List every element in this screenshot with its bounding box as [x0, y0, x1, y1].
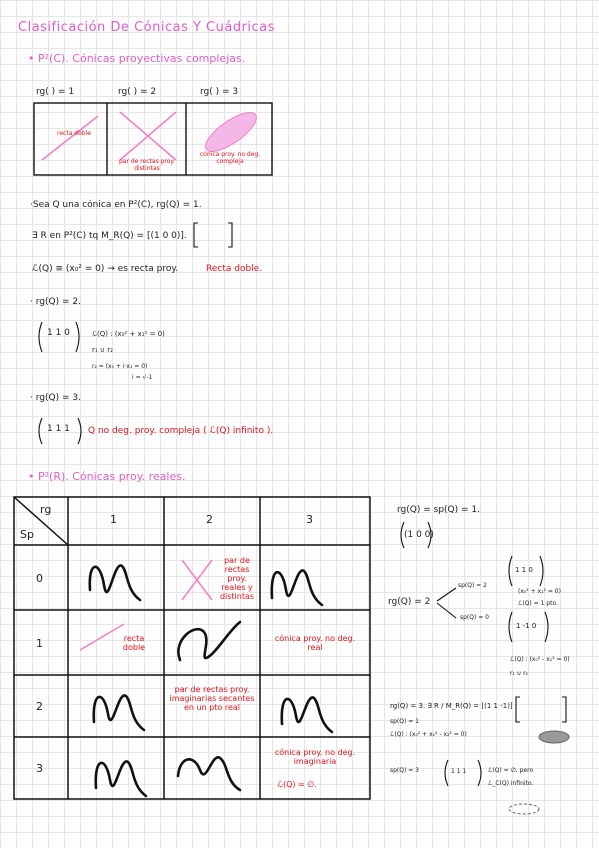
row-header-3: 3 [36, 762, 43, 775]
note1-line7: r₂ = (x₀ + i·x₁ = 0) [92, 363, 148, 370]
section1-heading: • P²(C). Cónicas proyectivas complejas. [28, 52, 246, 65]
cell-0-2-label: par de rectas proy. reales y distintas [219, 556, 255, 601]
note1-line6: r₁ ∪ r₂ [92, 346, 113, 354]
note2-r2-sp0-res: r₁ ∪ r₂ [510, 670, 528, 677]
col-header-1: 1 [110, 513, 117, 526]
note1-line1: ·Sea Q una cónica en P²(C), rg(Q) = 1. [30, 200, 202, 210]
section2-heading: • P²(R). Cónicas proy. reales. [28, 470, 186, 483]
note1-line7b: i = √-1 [132, 374, 153, 381]
note1-line9: Q no deg. proy. compleja ( ℒ(Q) infinito ). [88, 426, 274, 436]
note2-r2-sp2-res: ℒ(Q) = 1 pto. [518, 600, 558, 607]
note2-r2-label: rg(Q) = 2 [388, 597, 431, 607]
note2-r2-sp2: sp(Q) = 2 [458, 582, 487, 589]
right-notes-drawings [401, 522, 566, 786]
cell-1-3-label: cónica proy. no deg. real [274, 634, 356, 652]
cell-1-1-label: recta doble [122, 634, 146, 652]
note2-r1-matrix: (1 0 0) [404, 530, 434, 540]
note2-r2-sp0-eq: ℒ(Q) : (x₀² - x₁² = 0) [510, 656, 570, 663]
pair-lines-drawing [120, 112, 176, 160]
note2-r4a: sp(Q) = 3 [390, 767, 419, 774]
col-header-2: 2 [206, 513, 213, 526]
row-header-0: 0 [36, 572, 43, 585]
matrix-sp0: 1 -1 0 [516, 622, 537, 630]
cell-2-2-label: par de rectas proy. imaginarias secantes en un pto real [169, 685, 255, 712]
cell3-label: cónica proy. no deg. compleja [199, 151, 261, 165]
matrix-rank3: 1 1 1 [47, 424, 70, 434]
cell-3-3b-label: ℒ(Q) = ∅. [277, 780, 317, 789]
note2-r3c: ℒ(Q) : (x₀² + x₁² - x₂² = 0) [390, 731, 467, 738]
col-header-3: 3 [306, 513, 313, 526]
double-line-drawing [42, 116, 98, 160]
corner-rg: rg [40, 503, 52, 516]
note1-line2: ∃ R en P²(C) tq M_R(Q) = [(1 0 0)]. [32, 231, 187, 241]
matrix-sp3: 1 1 1 [451, 768, 467, 775]
cell-3-3a-label: cónica proy. no deg. imaginaria [274, 748, 356, 766]
note2-r2-sp0: sp(Q) = 0 [460, 614, 489, 621]
row-header-2: 2 [36, 700, 43, 713]
matrix-rank2: 1 1 0 [47, 328, 70, 338]
rank-header-2: rg( ) = 2 [118, 87, 157, 97]
rank-header-3: rg( ) = 3 [200, 87, 239, 97]
row-header-1: 1 [36, 637, 43, 650]
imaginary-conic-ellipse [509, 804, 539, 814]
note1-line4: · rg(Q) = 2. [30, 297, 81, 307]
rank-header-1: rg( ) = 1 [36, 87, 75, 97]
cell1-label: recta doble [57, 130, 91, 137]
note2-r1: rg(Q) = sp(Q) = 1. [397, 505, 480, 515]
page-title: Clasificación De Cónicas Y Cuádricas [18, 20, 275, 35]
note1-line3b: Recta doble. [206, 264, 263, 274]
note2-r3b: sp(Q) = 1 [390, 718, 419, 725]
cell2-label: par de rectas proy. distintas [118, 158, 176, 172]
corner-sp: Sp [20, 528, 34, 541]
note2-r4b: ℒ(Q) = ∅, pero [488, 767, 534, 774]
note1-line3a: ℒ(Q) ≡ (x₀² = 0) → es recta proy. [32, 264, 179, 274]
note1-line8: · rg(Q) = 3. [30, 393, 81, 403]
note2-r2-sp2-eq: (x₀² + x₁² = 0) [518, 588, 561, 595]
note2-r3a: rg(Q) = 3. ∃ R / M_R(Q) = [(1 1 -1)] [390, 702, 513, 710]
real-conic-ellipse [539, 731, 569, 743]
matrix-sp2: 1 1 0 [515, 566, 533, 574]
note1-line5: ℒ(Q) : (x₀² + x₁² = 0) [92, 330, 165, 338]
note2-r4c: ℒ_C(Q) infinito. [488, 780, 534, 787]
